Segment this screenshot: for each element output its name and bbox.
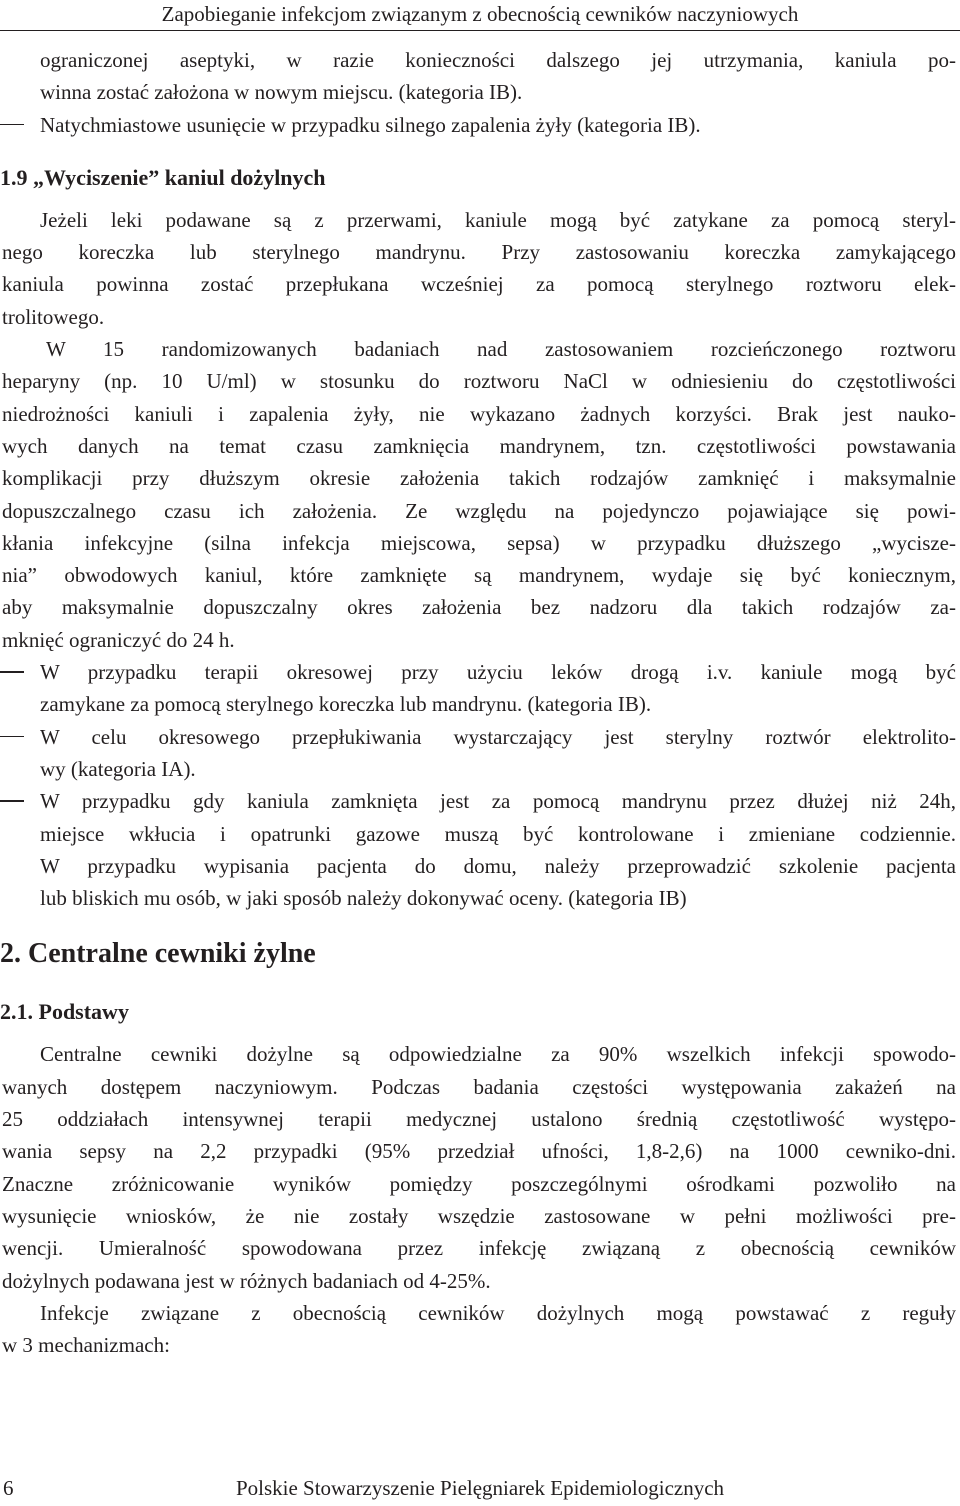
text-line: Znaczne zróżnicowanie wyników pomiędzy poszczególnymi ośrodkami pozwoliło na xyxy=(2,1171,956,1196)
text-line: W celu okresowego przepłukiwania wystarczający jest sterylny roztwór elektrolito- xyxy=(40,724,956,749)
bullet-item xyxy=(0,109,956,141)
text-line: Jeżeli leki podawane są z przerwami, kaniule mogą być zatykane za pomocą steryl- xyxy=(40,207,956,232)
paragraph xyxy=(0,204,956,333)
page-number: 6 xyxy=(3,1476,14,1500)
subsection-heading-1-9: 1.9 „Wyciszenie” kaniul dożylnych xyxy=(0,164,326,190)
subsection-heading-2-1: 2.1. Podstawy xyxy=(0,999,129,1025)
text-line: wania sepsy na 2,2 przypadki (95% przedział ufności, 1,8-2,6) na 1000 cewniko-dni. xyxy=(2,1139,956,1164)
bullet-item xyxy=(0,721,956,786)
text-line: trolitowego. xyxy=(2,304,105,329)
continued-bullet xyxy=(0,44,956,109)
text-line: kaniula powinna zostać przepłukana wcześniej za pomocą sterylnego roztworu elek- xyxy=(2,272,956,297)
text-line: kłania infekcyjne (silna infekcja miejscowa, sepsa) w przypadku dłuższego „wycisze- xyxy=(2,530,956,555)
text-line: Natychmiastowe usunięcie w przypadku silnego zapalenia żyły (kategoria IB). xyxy=(40,112,701,137)
bullet-item xyxy=(0,785,956,914)
text-line: nego koreczka lub sterylnego mandrynu. Przy zastosowaniu koreczka zamykającego xyxy=(2,240,956,265)
text-line: zamykane za pomocą sterylnego koreczka lub mandrynu. (kategoria IB). xyxy=(40,692,652,717)
text-line: winna zostać założona w nowym miejscu. (kategoria IB). xyxy=(40,80,523,105)
text-line: Centralne cewniki dożylne są odpowiedzialne za 90% wszelkich infekcji spowodo- xyxy=(40,1042,956,1067)
running-header xyxy=(0,0,960,31)
text-line: niedrożności kaniuli i zapalenia żyły, nie wykazano żadnych korzyści. Brak jest nauko- xyxy=(2,401,956,426)
text-line: W przypadku gdy kaniula zamknięta jest za pomocą mandrynu przez dłużej niż 24h, xyxy=(40,789,956,814)
text-line: wych danych na temat czasu zamknięcia mandrynem, tzn. częstotliwości powstawania xyxy=(2,433,956,458)
text-line: nia” obwodowych kaniul, które zamknięte są mandrynem, wydaje się być koniecznym, xyxy=(2,563,956,588)
page-content xyxy=(0,44,956,1361)
dash-bullet-icon xyxy=(0,736,24,738)
text-line: W przypadku terapii okresowej przy użyciu leków drogą i.v. kaniule mogą być xyxy=(40,660,956,685)
bullet-item xyxy=(0,656,956,721)
text-line: wanych dostępem naczyniowym. Podczas badania częstości występowania zakażeń na xyxy=(2,1074,956,1099)
text-line: W 15 randomizowanych badaniach nad zastosowaniem rozcieńczonego roztworu xyxy=(46,337,956,362)
text-line: aby maksymalnie dopuszczalny okres założenia bez nadzoru dla takich rodzajów za- xyxy=(2,595,956,620)
text-line: Infekcje związane z obecnością cewników dożylnych mogą powstawać z reguły xyxy=(40,1300,956,1325)
text-line: lub bliskich mu osób, w jaki sposób należy dokonywać oceny. (kategoria IB) xyxy=(40,886,687,911)
paragraph xyxy=(0,333,956,656)
text-line: miejsce wkłucia i opatrunki gazowe muszą być kontrolowane i zmieniane codziennie. xyxy=(40,821,956,846)
text-line: wy (kategoria IA). xyxy=(40,756,196,781)
text-line: dopuszczalnego czasu ich założenia. Ze względu na pojedynczo pojawiające się powi- xyxy=(2,498,956,523)
dash-bullet-icon xyxy=(0,124,24,126)
text-line: dożylnych podawana jest w różnych badaniach od 4-25%. xyxy=(2,1268,491,1293)
paragraph xyxy=(0,1297,956,1362)
text-line: heparyny (np. 10 U/ml) w stosunku do roztworu NaCl w odniesieniu do częstotliwości xyxy=(2,369,956,394)
running-header-text: Zapobieganie infekcjom związanym z obecnością cewników naczyniowych xyxy=(161,2,799,26)
dash-bullet-icon xyxy=(0,671,24,673)
text-line: w 3 mechanizmach: xyxy=(2,1333,170,1358)
text-line: wencji. Umieralność spowodowana przez infekcję związaną z obecnością cewników xyxy=(2,1236,956,1261)
paragraph xyxy=(0,1038,956,1296)
section-heading-2: 2. Centralne cewniki żylne xyxy=(0,938,316,970)
text-line: ograniczonej aseptyki, w razie konieczności dalszego jej utrzymania, kaniula po- xyxy=(40,48,956,72)
text-line: W przypadku wypisania pacjenta do domu, należy przeprowadzić szkolenie pacjenta xyxy=(40,853,956,878)
footer-title: Polskie Stowarzyszenie Pielęgniarek Epidemiologicznych xyxy=(235,1476,725,1500)
running-footer xyxy=(0,1474,960,1502)
text-line: komplikacji przy dłuższym okresie założenia takich rodzajów zamknięć i maksymalnie xyxy=(2,466,956,491)
text-line: wysunięcie wniosków, że nie zostały wszędzie zastosowane w pełni możliwości pre- xyxy=(2,1203,956,1228)
dash-bullet-icon xyxy=(0,800,24,802)
text-line: mknięć ograniczyć do 24 h. xyxy=(2,627,235,652)
text-line: 25 oddziałach intensywnej terapii medycznej ustalono średnią częstotliwość występo- xyxy=(2,1107,956,1132)
